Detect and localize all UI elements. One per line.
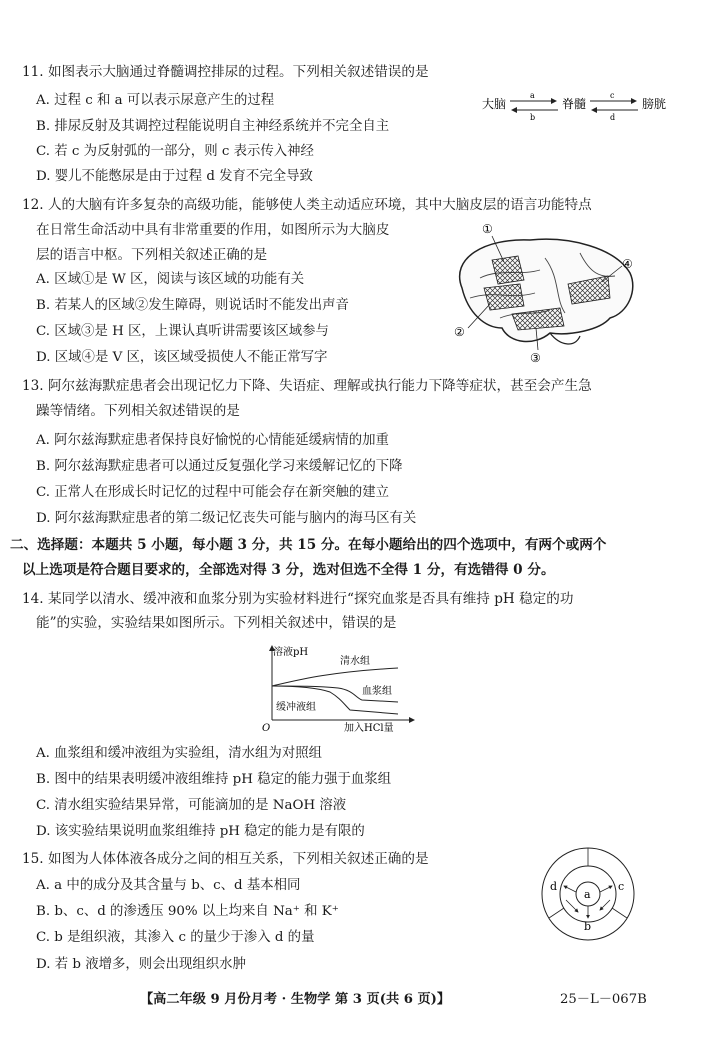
- series-label-water: 清水组: [340, 656, 370, 667]
- y-axis-label: 溶液pH: [273, 647, 309, 658]
- brain-diagram: [440, 218, 650, 366]
- q13-stem-line2: 躁等情绪。下列相关叙述错误的是: [36, 403, 240, 419]
- q12-option-a: A. 区域①是 W 区，阅读与该区域的功能有关: [36, 272, 305, 287]
- label-b: b: [530, 113, 536, 122]
- q12-option-c: C. 区域③是 H 区，上课认真听讲需要该区域参与: [36, 324, 329, 339]
- q15-option-c: C. b 是组织液，其渗入 c 的量少于渗入 d 的量: [36, 930, 315, 945]
- body-fluid-diagram: [532, 846, 644, 942]
- q14-stem-line1: 14. 某同学以清水、缓冲液和血浆分别为实验材料进行“探究血浆是否具有维持 pH 稳定的功: [22, 591, 574, 607]
- q11-option-c: C. 若 c 为反射弧的一部分，则 c 表示传入神经: [36, 144, 314, 159]
- series-label-buffer: 缓冲液组: [276, 702, 316, 713]
- footer-code: 25－L－067B: [560, 992, 647, 1007]
- q12-option-b: B. 若某人的区域②发生障碍，则说话时不能发出声音: [36, 298, 349, 313]
- label-1: ①: [482, 222, 493, 236]
- q15-option-b: B. b、c、d 的渗透压 90% 以上均来自 Na⁺ 和 K⁺: [36, 904, 339, 919]
- q13-option-a: A. 阿尔兹海默症患者保持良好愉悦的心情能延缓病情的加重: [36, 433, 389, 448]
- q14-stem-line2: 能”的实验，实验结果如图所示。下列相关叙述中，错误的是: [36, 615, 397, 631]
- label-c: c: [610, 91, 615, 100]
- bladder-node: 膀胱: [642, 97, 667, 111]
- label-b: b: [584, 920, 592, 933]
- label-d: d: [550, 880, 558, 893]
- q11-pathway-diagram: [478, 90, 698, 126]
- q12-stem-line1: 12. 人的大脑有许多复杂的高级功能，能够使人类主动适应环境，其中大脑皮层的语言功能特点: [22, 197, 592, 213]
- q15-option-a: A. a 中的成分及其含量与 b、c、d 基本相同: [36, 878, 301, 893]
- series-label-plasma: 血浆组: [362, 686, 392, 697]
- q11-option-a: A. 过程 c 和 a 可以表示尿意产生的过程: [36, 93, 275, 108]
- q13-stem-line1: 13. 阿尔兹海默症患者会出现记忆力下降、失语症、理解或执行能力下降等症状，甚至会产生急: [22, 378, 592, 394]
- region-2: [484, 284, 524, 310]
- q11-stem: 11. 如图表示大脑通过脊髓调控排尿的过程。下列相关叙述错误的是: [22, 64, 429, 80]
- label-a: a: [530, 91, 535, 100]
- q14-option-c: C. 清水组实验结果异常，可能滴加的是 NaOH 溶液: [36, 798, 347, 813]
- q13-option-b: B. 阿尔兹海默症患者可以通过反复强化学习来缓解记忆的下降: [36, 459, 403, 474]
- q13-option-d: D. 阿尔兹海默症患者的第二级记忆丧失可能与脑内的海马区有关: [36, 511, 417, 526]
- q14-option-d: D. 该实验结果说明血浆组维持 pH 稳定的能力是有限的: [36, 824, 365, 839]
- label-2: ②: [454, 325, 465, 339]
- label-a: a: [584, 888, 591, 901]
- section2-line1: 二、选择题：本题共 5 小题，每小题 3 分，共 15 分。在每小题给出的四个选项中，有两个或两个: [10, 537, 607, 553]
- label-d: d: [610, 113, 616, 122]
- x-axis-label: 加入HCl量: [344, 723, 394, 734]
- label-c: c: [618, 880, 625, 893]
- q13-option-c: C. 正常人在形成长时记忆的过程中可能会存在新突触的建立: [36, 485, 390, 500]
- q14-option-b: B. 图中的结果表明缓冲液组维持 pH 稳定的能力强于血浆组: [36, 772, 392, 787]
- q12-stem-line2: 在日常生命活动中具有非常重要的作用，如图所示为大脑皮: [36, 222, 390, 238]
- section2-line2: 以上选项是符合题目要求的，全部选对得 3 分，选对但选不全得 1 分，有选错得 0 分。: [22, 562, 555, 578]
- q11-option-b: B. 排尿反射及其调控过程能说明自主神经系统并不完全自主: [36, 119, 390, 134]
- brain-node: 大脑: [482, 97, 507, 111]
- origin-label: O: [262, 723, 271, 734]
- ph-chart: [258, 642, 418, 734]
- q15-option-d: D. 若 b 液增多，则会出现组织水肿: [36, 957, 246, 972]
- region-1: [492, 256, 524, 284]
- label-3: ③: [530, 351, 541, 365]
- q14-option-a: A. 血浆组和缓冲液组为实验组，清水组为对照组: [36, 746, 322, 761]
- spinal-node: 脊髓: [562, 97, 587, 111]
- q12-option-d: D. 区域④是 V 区，该区域受损使人不能正常写字: [36, 350, 328, 365]
- series-water: [272, 668, 398, 686]
- q15-stem: 15. 如图为人体体液各成分之间的相互关系，下列相关叙述正确的是: [22, 851, 429, 867]
- q12-stem-line3: 层的语言中枢。下列相关叙述正确的是: [36, 247, 268, 263]
- label-4: ④: [622, 257, 633, 271]
- footer-info: 【高二年级 9 月份月考 · 生物学 第 3 页(共 6 页)】: [140, 992, 451, 1007]
- brainstem-outline: [550, 333, 580, 344]
- q11-option-d: D. 婴儿不能憋尿是由于过程 d 发育不完全导致: [36, 169, 313, 184]
